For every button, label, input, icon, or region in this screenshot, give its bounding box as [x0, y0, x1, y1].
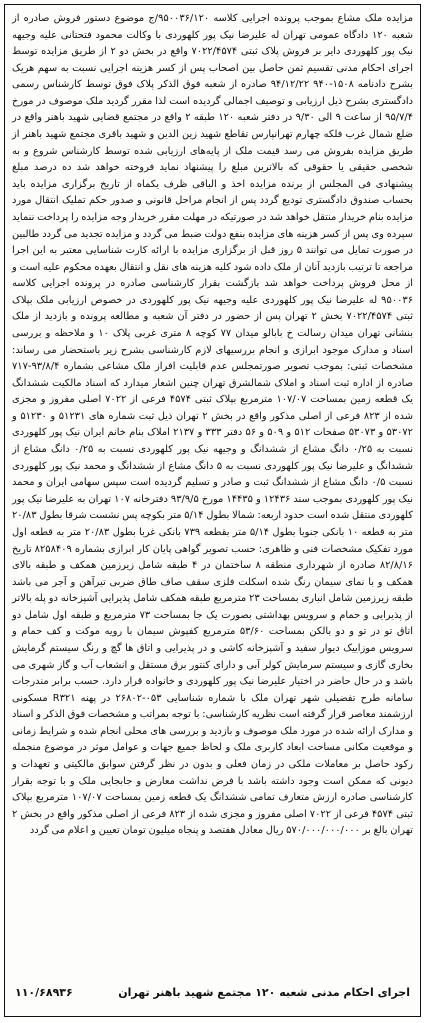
notice-body-text: مزایده ملک مشاع بموجب پرونده اجرایی کلاسه ۹۵۰۰۳۶/۱۲۰/ج موضوع دستور فروش صادره از شعبه ۱۲۰ دادگاه عمومی تهران له علیرضا نیک پور کلهوردی با وکالت محمود فتحتانی علیه وجیهه نیک پور کلهوردی دایر بر فروش پلاک ثبتی ۷۰۲۲/۴۵۷۴ واقع در بخش دو ۲ از طریق مزایده توسط اجرای احکام مدنی تقسیم ثمن حاصل بین اصحاب پس از کسر هزینه اجرایی نسبت به سهم هریک بشرح دادنامه ۱۵۰۸-۹۴۰ ۹۴/۱۲/۲۲ صادره از شعبه فوق الذکر پلاک فوق توسط کارشناس رسمی دادگستری بشرح ذیل ارزیابی و توصیف اجمالی گردیده است لذا مقرر گردید ملک موصوف در مورخ ۹۵/۷/۴ از ساعت ۹ الی ۹/۳۰ در دفتر شعبه ۱۲۰ طبقه ۲ واقع در مجتمع قضایی شهید باهنر واقع در ضلع شمال غرب فلکه چهارم تهرانپارس تقاطع شهید زین الدین و شهید باقری مجتمع شهید باهنر از طریق مزایده بفروش می رسد قیمت ملک از پایه‌های ارزیابی شده توسط کارشناس شروع و به شخصی حقیقی یا حقوقی که بالاترین مبلغ را پیشنهاد نماید فروخته خواهد شد ده درصد مبلغ پیشنهادی فی المجلس از برنده مزایده اخذ و الباقی ظرف یکماه از تاریخ برگزاری مزایده باید بحساب صندوق دادگستری تودیع گردد پس از انجام مراحل قانونی و صدور حکم تملیک انتقال مورد مزایده بنام خریدار منتقل خواهد شد در صورتیکه در مهلت مقرر خریدار وجه مزایده را پرداخت ننماید سپرده وی پس از کسر هزینه های مزایده بنفع دولت ضبط می گردد و مزایده تجدید می گردد طالبین در صورت تمایل می توانند ۵ روز قبل از برگزاری مزایده با ارائه کارت شناسایی معتبر به این اجرا مراجعه تا ترتیب بازدید آنان از ملک داده شود کلیه هزینه های نقل و انتقال بعهده محکوم علیه است و از محل فروش پرداخت خواهد شد بازگشت بقرار کارشناسی صادره در پرونده اجرایی کلاسه ۹۵۰۰۳۶ له علیرضا نیک پور کلهوردی علیه وجیهه نیک پور کلهوردی در خصوص ارزیابی ملک بپلاک ثبتی ۷۰۲۲/۴۵۷۴ بخش ۲ تهران پس از حضور در دفتر آن شعبه و مطالعه پرونده و بازدید از ملک بنشانی تهران میدان رسالت خ بابالو میدان ۷۷ کوچه ۸ متری غربی پلاک ۱۰ و ملاحظه و بررسی اسناد و مدارک موجود ابرازی و انجام بررسیهای لازم کارشناسی بشرح زیر باستحضار می رساند: مشخصات ثبتی: بموجب تصویر صورتمجلس عدم قابلیت افراز ملک مشاعی بشماره ۹۳/۸/۴-۷۱۷ صادره از اداره ثبت اسناد و املاک شمالشرق تهران چنین اشعار میدارد که اسناد مالکیت ششدانگ یک قطعه زمین بمساحت ۱۰۷/۰۷ مترمربع بپلاک ثبتی ۴۵۷۴ فرعی از ۷۰۲۲ اصلی مفروز و مجزی شده از ۸۲۳ فرعی از اصلی مذکور واقع در بخش ۲ تهران ذیل ثبت شماره های ۵۱۲۳۱ و ۵۱۲۳۰ و ۵۳۰۷۲ و ۵۳۰۷۳ صفحات ۵۱۲ و ۵۰۹ و ۵۶ دفتر ۳۳۳ و ۲۱۳۷ املاک بنام خانم ایران نیک پور کلهوردی نسبت به ۰/۲۵ دانگ مشاع از ششدانگ و وجیهه نیک پور کلهوردی نسبت به ۰/۲۵ دانگ مشاع از ششدانگ و علیرضا نیک پور کلهوردی نسبت به ۵ دانگ مشاع از ششدانگ و محمد نیک پور کلهوردی نسبت ۰/۵ دانگ مشاع از ششدانگ ثبت و صادر و تسلیم گردیده است سپس سهامی ایران و محمد نیک پور کلهوردی بموجب سند ۱۲۴۳۶ و ۱۴۴۳۵ مورخ ۹۳/۹/۵ دفترخانه ۱۰۷ تهران به علیرضا نیک پور کلهوردی منتقل شده است حدود اربعه: شمالا بطول ۵/۱۴ متر بکوچه پس نشست شرقا بطول ۲۰/۸۳ متر به قطعه ۱۰ بانکی جنوبا بطول ۵/۱۴ متر بقطعه ۷۳۹ بانکی غربا بطول ۲۰/۸۳ متر به قطعه اول مورد تفکیک مشخصات فنی و ظاهری: حسب تصویر گواهی پایان کار ابرازی بشماره ۸۲۵۸۴۰۹ تاریخ ۸۲/۸/۱۶ صادره از شهرداری منطقه ۸ ساختمان در ۴ طبقه شامل زیرزمین همکف و طبقه بالای همکف و با نمای سیمان رنگ شده اسکلت فلزی سقف صاف طاق ضربی تیرآهن و آجر می باشد طبقه زیرزمین شامل انباری بمساحت ۲۳ مترمربع طبقه همکف شامل پذیرایی آشپزخانه دو پله بالاتر از پذیرایی و حمام و سرویس بهداشتی بصورت یک جا بمساحت ۷۳ مترمربع و طبقه اول شامل دو اتاق تو در تو و دو بالکن بمساحت ۵۳/۶۰ مترمربع کفپوش سیمان با رویه موکت و کف حمام و سرویس موزاییک دیوار سفید و آشپزخانه کاشی و در پذیرایی و اتاق ها گچ و رنگ سیستم گرمایش بخاری گازی و سیستم سرمایش کولر آبی و دارای کنتور برق مستقل و انشعاب آب و گاز شهری می باشد و در حال حاضر در اختیار علیرضا نیک پور کلهوردی و خانواده قرار دارد. حسب برابر مندرجات سامانه طرح تفضیلی شهر تهران ملک با شماره شناسایی ۰۵۳-۲۶۸۰۲ در پهنه R۳۲۱ مسکونی ارزشمند معاصر قرار گرفته است نظریه کارشناسی: با توجه بمراتب و مشخصات فوق الذکر و اسناد و مدارک ارائه شده در مورد ملک موصوف و بازدید و بررسی های محلی انجام شده و شرایط زمانی و موقعیت مکانی مساحت ابعاد کاربری ملک و لحاظ جمیع جهات و عوامل موثر در موضوع منجمله رکود حاصل بر معاملات ملکی در زمان فعلی و بدون در نظر گرفتن سوابق مالکیتی و تعهدات و دیونی که ممکن است وجود داشته باشد با فرض نداشت معارض و جابجایی ملک و با توجه بقرار کارشناسی صادره ارزش متعارف تمامی ششدانگ یک قطعه زمین بمساحت ۱۰۷/۰۷ مترمربع بپلاک ثبتی ۴۵۷۴ فرعی از ۷۰۲۲ اصلی مفروز و مجزی شده از ۸۲۳ فرعی از اصلی مذکور واقع در بخش ۲ تهران بالغ بر ۵۷۰/۰۰۰/۰۰۰/۰۰۰ ریال معادل هفتصد و پنجاه میلیون تومان تعیین و اعلام می گردد: [12, 13, 414, 837]
legal-notice: [4, 4, 421, 1017]
notice-code: ۱۱۰/۶۸۹۳۶: [15, 985, 73, 999]
issuer-signature: اجرای احکام مدنی شعبه ۱۲۰ مجتمع شهید باهنر تهران: [118, 985, 410, 999]
notice-footer: [5, 974, 420, 1010]
